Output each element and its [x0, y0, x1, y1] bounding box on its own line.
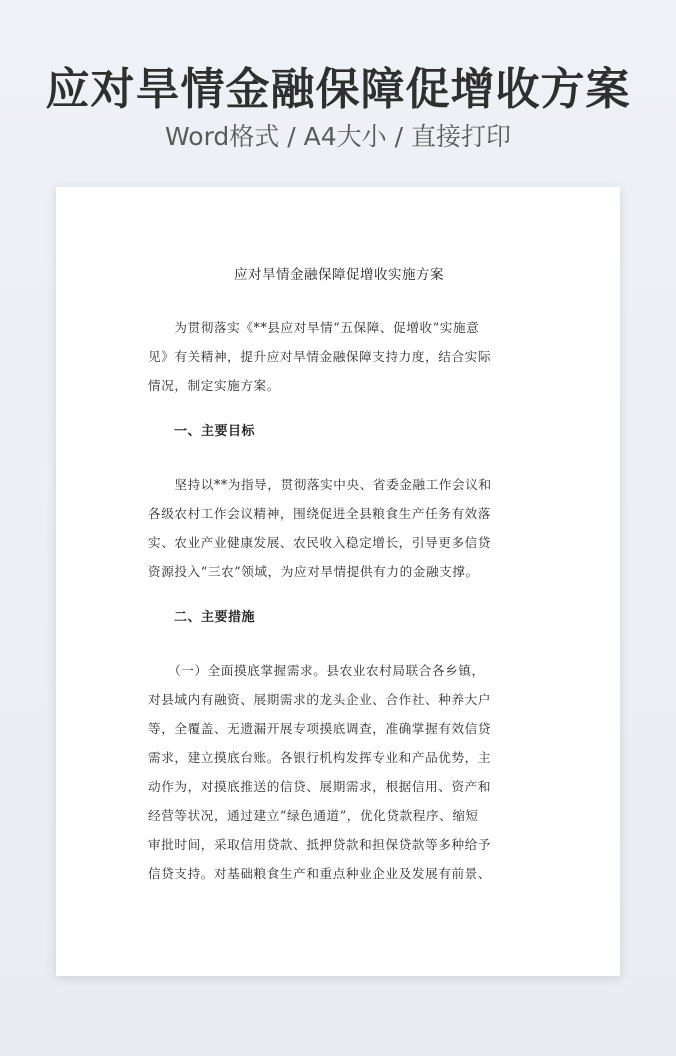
text-line: 资源投入“三农”领域，为应对旱情提供有力的金融支撑。 — [148, 564, 479, 579]
banner-title: 应对旱情金融保障促增收方案 — [45, 64, 631, 115]
document-title: 应对旱情金融保障促增收实施方案 — [234, 267, 444, 283]
intro-paragraph — [148, 313, 530, 400]
text-line: 经营等状况，通过建立“绿色通道”，优化贷款程序、缩短 — [148, 808, 479, 823]
goals-paragraph — [148, 470, 530, 586]
text-line: 对县域内有融资、展期需求的龙头企业、合作社、种养大户 — [148, 692, 492, 707]
text-line: 需求，建立摸底台账。各银行机构发挥专业和产品优势，主 — [148, 750, 492, 765]
text-line: 情况，制定实施方案。 — [148, 378, 280, 393]
section-heading-goals: 一、主要目标 — [174, 424, 256, 439]
text-line: 见》有关精神，提升应对旱情金融保障支持力度，结合实际 — [148, 349, 492, 364]
text-line: 为贯彻落实《**县应对旱情“五保障、促增收”实施意 — [148, 320, 480, 335]
document-body — [148, 265, 530, 910]
text-line: 审批时间，采取信用贷款、抵押贷款和担保贷款等多种给予 — [148, 837, 492, 852]
document-page — [56, 187, 620, 976]
text-line: 实、农业产业健康发展、农民收入稳定增长，引导更多信贷 — [148, 535, 492, 550]
text-line: 动作为，对摸底推送的信贷、展期需求，根据信用、资产和 — [148, 779, 492, 794]
text-line: 信贷支持。对基础粮食生产和重点种业企业及发展有前景、 — [148, 866, 492, 881]
text-line: 各级农村工作会议精神，围绕促进全县粮食生产任务有效落 — [148, 506, 492, 521]
text-line: （一）全面摸底掌握需求。县农业农村局联合各乡镇， — [148, 663, 485, 678]
text-line: 坚持以**为指导，贯彻落实中央、省委金融工作会议和 — [148, 477, 492, 492]
measures-paragraph — [148, 656, 530, 888]
section-heading-measures: 二、主要措施 — [174, 610, 256, 625]
text-line: 等，全覆盖、无遗漏开展专项摸底调查，准确掌握有效信贷 — [148, 721, 492, 736]
banner-subtitle: Word格式 / A4大小 / 直接打印 — [165, 122, 511, 151]
